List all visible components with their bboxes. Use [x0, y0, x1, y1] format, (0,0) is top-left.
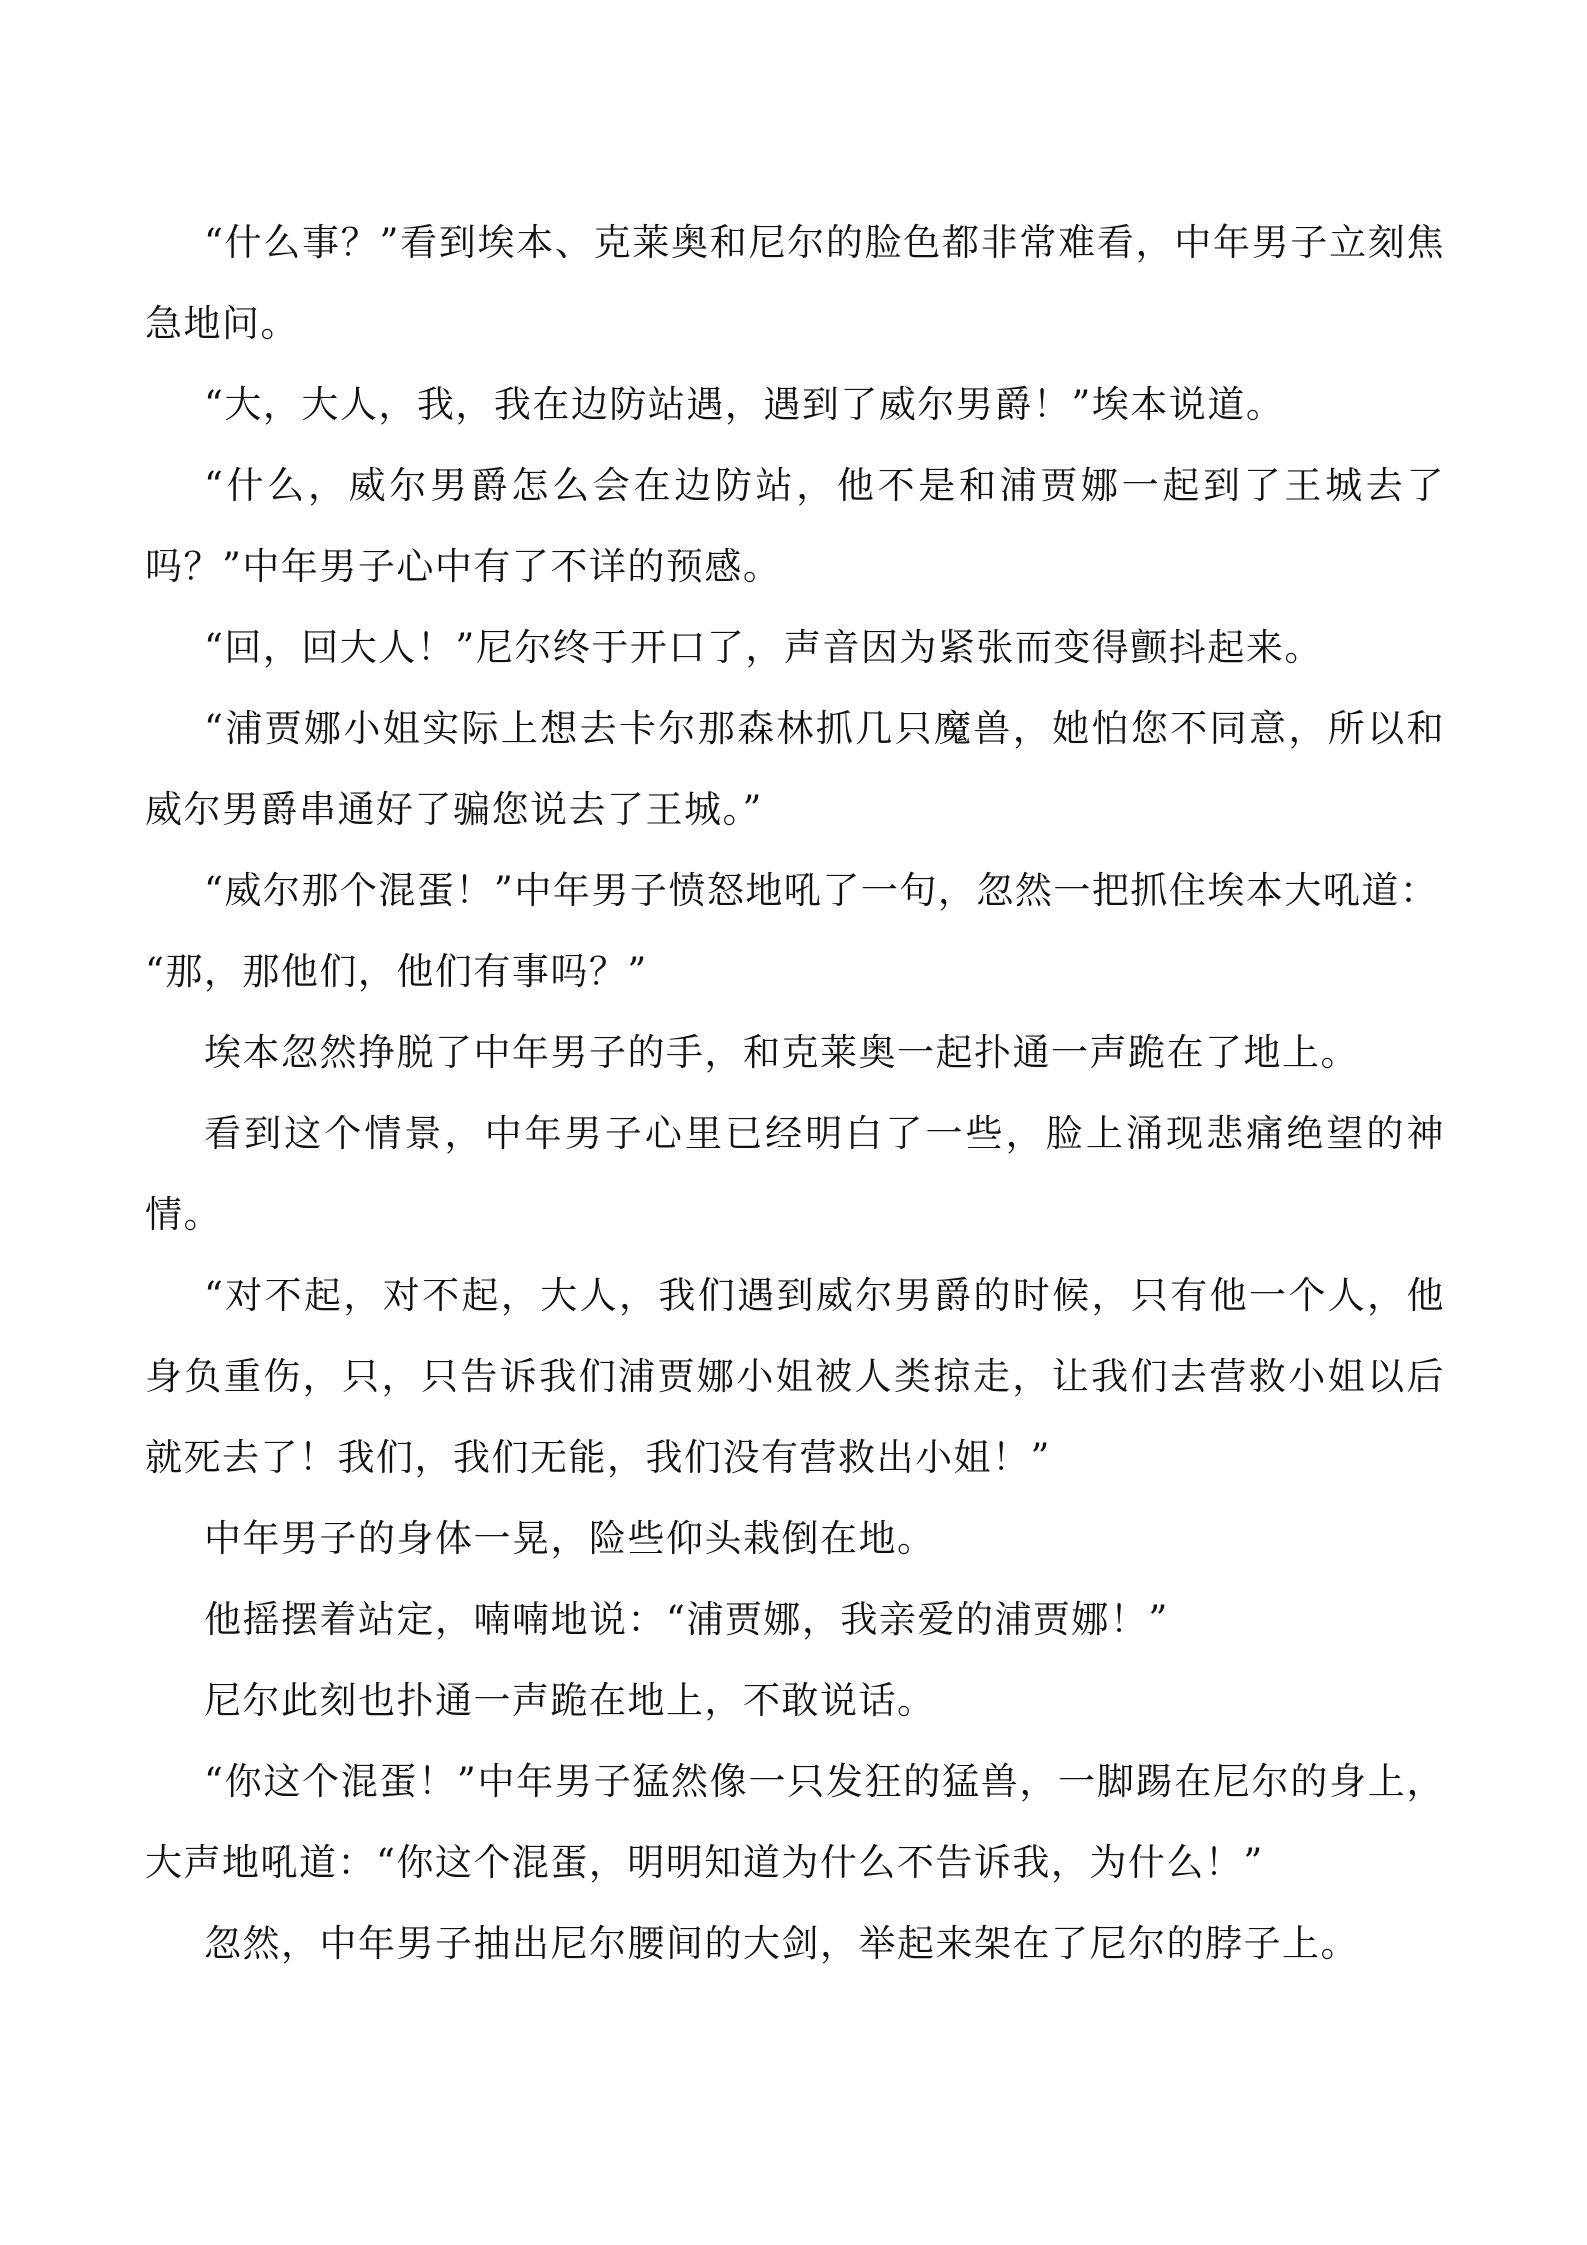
paragraph: “大，大人，我，我在边防站遇，遇到了威尔男爵！”埃本说道。 — [204, 383, 1285, 426]
paragraph: “你这个混蛋！”中年男子猛然像一只发狂的猛兽，一脚踢在尼尔的身上，大声地吼道：“你这个混蛋，明明知道为什么不告诉我，为什么！” — [145, 1760, 1445, 1884]
paragraph: “回，回大人！”尼尔终于开口了，声音因为紧张而变得颤抖起来。 — [204, 626, 1323, 669]
paragraph: “那，那他们，他们有事吗？” — [145, 950, 648, 993]
paragraph: “浦贾娜小姐实际上想去卡尔那森林抓几只魔兽，她怕您不同意，所以和威尔男爵串通好了骗您说去了王城。” — [145, 707, 1445, 831]
paragraph: 埃本忽然挣脱了中年男子的手，和克莱奥一起扑通一声跪在了地上。 — [204, 1031, 1359, 1074]
paragraph: “什么事？”看到埃本、克莱奥和尼尔的脸色都非常难看，中年男子立刻焦急地问。 — [145, 221, 1445, 345]
paragraph: 忽然，中年男子抽出尼尔腰间的大剑，举起来架在了尼尔的脖子上。 — [204, 1922, 1359, 1965]
paragraph: “什么，威尔男爵怎么会在边防站，他不是和浦贾娜一起到了王城去了吗？”中年男子心中有了不详的预感。 — [145, 464, 1445, 588]
paragraph: “威尔那个混蛋！”中年男子愤怒地吼了一句，忽然一把抓住埃本大吼道： — [204, 869, 1439, 912]
paragraph: 尼尔此刻也扑通一声跪在地上，不敢说话。 — [204, 1679, 936, 1722]
paragraph: 看到这个情景，中年男子心里已经明白了一些，脸上涌现悲痛绝望的神情。 — [145, 1112, 1445, 1236]
paragraph: 中年男子的身体一晃，险些仰头栽倒在地。 — [204, 1517, 936, 1560]
document-page — [145, 202, 1445, 1984]
paragraph: 他摇摆着站定，喃喃地说：“浦贾娜，我亲爱的浦贾娜！” — [204, 1598, 1169, 1641]
paragraph: “对不起，对不起，大人，我们遇到威尔男爵的时候，只有他一个人，他身负重伤，只，只告诉我们浦贾娜小姐被人类掠走，让我们去营救小姐以后就死去了！我们，我们无能，我们没有营救出小姐！” — [145, 1274, 1445, 1479]
